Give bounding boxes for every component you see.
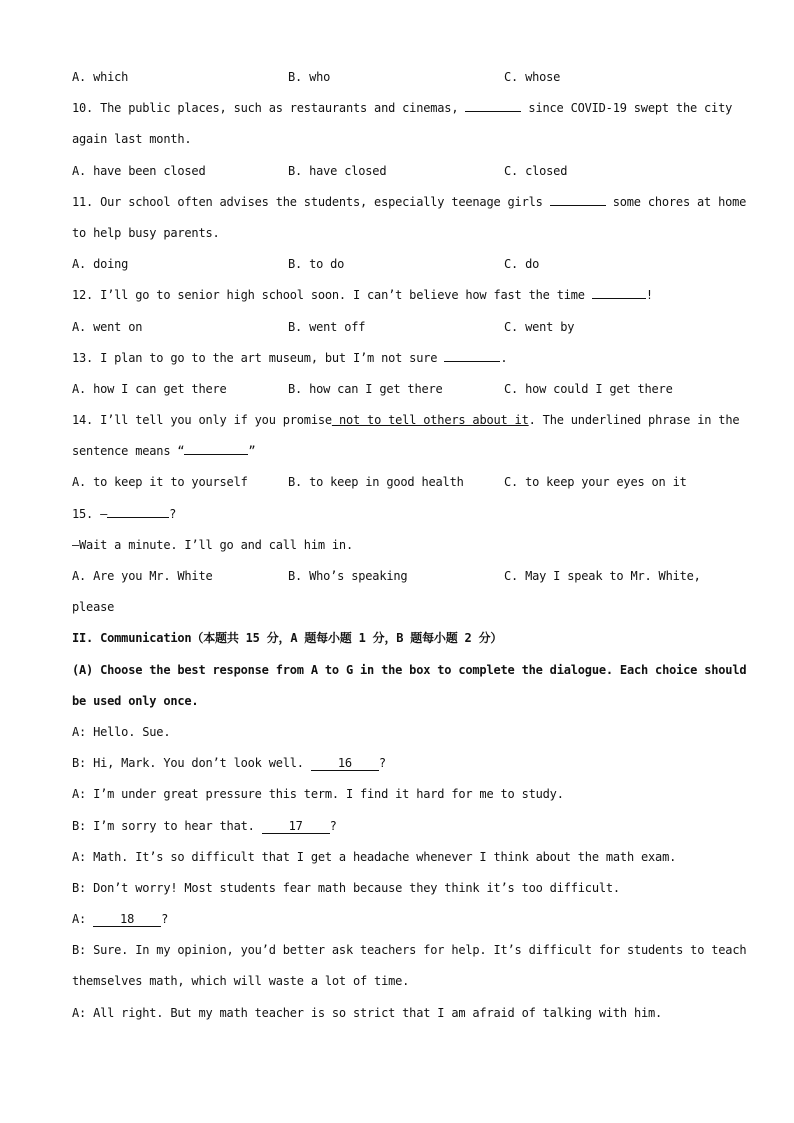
q11-option-a[interactable]: A. doing: [72, 257, 129, 272]
q11-stem: [72, 189, 747, 220]
q13-blank[interactable]: [444, 349, 500, 362]
q14-stem-text-end: . The underlined phrase in the: [528, 413, 740, 428]
q14-line2-text: sentence means “: [72, 444, 185, 459]
q14-option-b[interactable]: B. to keep in good health: [288, 475, 464, 490]
dialogue-line-8: B: Sure. In my opinion, you’d better ask teachers for help. It’s difficult for students to teach: [72, 943, 747, 958]
q10-option-b[interactable]: B. have closed: [288, 163, 387, 178]
section-instructions-line2: be used only once.: [72, 693, 199, 708]
q12-options: [72, 314, 728, 345]
q15-blank[interactable]: [107, 505, 169, 518]
dialogue-line-9: themselves math, which will waste a lot of time.: [72, 974, 410, 989]
q12-stem: [72, 282, 728, 313]
q14-stem: [72, 407, 740, 438]
q13-option-c[interactable]: C. how could I get there: [504, 381, 673, 396]
q11-option-c[interactable]: C. do: [504, 257, 540, 272]
q14-blank[interactable]: [184, 442, 248, 455]
dialogue-line-6: B: Don’t worry! Most students fear math because they think it’s too difficult.: [72, 880, 620, 895]
dialogue-line-2-text: B: Hi, Mark. You don’t look well.: [72, 756, 311, 771]
dialogue-line-7-end: ?: [161, 912, 169, 927]
dialogue-line-5: A: Math. It’s so difficult that I get a headache whenever I think about the math exam.: [72, 849, 677, 864]
q10-options: [72, 158, 728, 189]
q10-stem-line2: again last month.: [72, 132, 192, 147]
dialogue-line-4-end: ?: [329, 818, 337, 833]
q15-option-c-continued: please: [72, 600, 115, 615]
section-title: II. Communication（本题共 15 分，A 题每小题 1 分，B 题每小题 2 分）: [72, 631, 503, 646]
section-instructions: (A) Choose the best response from A to G in the box to complete the dialogue. Each choice should: [72, 662, 747, 677]
q10-stem-text-end: since COVID-19 swept the city: [521, 101, 733, 116]
q11-blank[interactable]: [550, 193, 606, 206]
q14-stem-text: 14. I’ll tell you only if you promise: [72, 413, 332, 428]
q9-options: [72, 64, 728, 95]
q11-stem-text-end: some chores at home: [605, 194, 747, 209]
q10-option-a[interactable]: A. have been closed: [72, 163, 206, 178]
q9-option-c[interactable]: C. whose: [504, 70, 561, 84]
q13-stem-text-end: .: [500, 350, 508, 365]
dialogue-line-3: A: I’m under great pressure this term. I find it hard for me to study.: [72, 787, 564, 802]
q14-option-a[interactable]: A. to keep it to yourself: [72, 475, 248, 490]
q15-stem-text-end: ?: [169, 506, 177, 521]
q11-option-b[interactable]: B. to do: [288, 257, 345, 272]
q10-stem-text: 10. The public places, such as restaurants and cinemas,: [72, 101, 466, 116]
q11-options: [72, 251, 728, 282]
q9-option-b[interactable]: B. who: [288, 70, 331, 84]
q10-blank[interactable]: [465, 99, 521, 112]
q12-option-a[interactable]: A. went on: [72, 319, 143, 334]
answer-blank-18[interactable]: 18: [93, 912, 161, 927]
dialogue-line-2-end: ?: [378, 756, 386, 771]
q12-blank[interactable]: [592, 286, 646, 299]
q14-option-c[interactable]: C. to keep your eyes on it: [504, 475, 687, 490]
q10-stem: [72, 95, 733, 126]
answer-blank-16[interactable]: 16: [311, 756, 379, 771]
q15-option-b[interactable]: B. Who’s speaking: [288, 569, 408, 583]
q15-stem: [72, 501, 728, 532]
q14-stem-line2: [72, 438, 728, 469]
q12-stem-text: 12. I’ll go to senior high school soon. I can’t believe how fast the time: [72, 288, 592, 303]
q15-option-a[interactable]: A. Are you Mr. White: [72, 569, 213, 583]
q12-option-c[interactable]: C. went by: [504, 319, 575, 334]
q12-stem-text-end: !: [645, 288, 653, 303]
dialogue-line-7: [72, 906, 728, 937]
q10-option-c[interactable]: C. closed: [504, 163, 568, 178]
q14-underlined-phrase: not to tell others about it: [331, 413, 529, 428]
answer-blank-17[interactable]: 17: [262, 819, 330, 834]
q13-option-b[interactable]: B. how can I get there: [288, 381, 443, 396]
q13-options: [72, 376, 728, 407]
q15-options: [72, 563, 728, 594]
q11-stem-text: 11. Our school often advises the students, especially teenage girls: [72, 194, 550, 209]
q9-option-a[interactable]: A. which: [72, 70, 129, 84]
q11-stem-line2: to help busy parents.: [72, 225, 220, 240]
q12-option-b[interactable]: B. went off: [288, 319, 366, 334]
q14-line2-close-quote: ”: [248, 444, 256, 459]
q15-option-c[interactable]: C. May I speak to Mr. White,: [504, 569, 701, 583]
dialogue-line-10: A: All right. But my math teacher is so strict that I am afraid of talking with him.: [72, 1005, 663, 1020]
dialogue-line-1: A: Hello. Sue.: [72, 724, 171, 739]
q15-stem-text: 15. —: [72, 506, 108, 521]
q14-options: [72, 469, 728, 500]
dialogue-line-7-text: A:: [72, 912, 94, 927]
q15-reply: —Wait a minute. I’ll go and call him in.: [72, 537, 353, 552]
dialogue-line-4: [72, 813, 728, 844]
dialogue-line-2: [72, 750, 728, 781]
q13-stem-text: 13. I plan to go to the art museum, but I’m not sure: [72, 350, 445, 365]
q13-option-a[interactable]: A. how I can get there: [72, 381, 227, 396]
dialogue-line-4-text: B: I’m sorry to hear that.: [72, 818, 262, 833]
exam-page: [72, 64, 747, 1031]
q13-stem: [72, 345, 728, 376]
